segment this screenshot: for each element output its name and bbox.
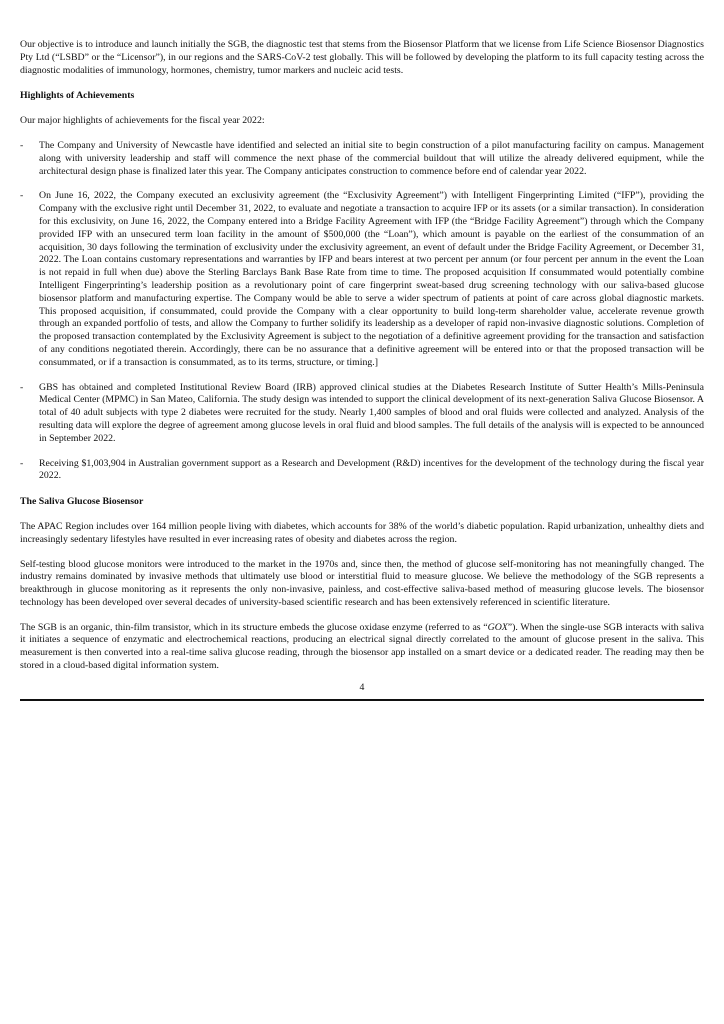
highlight-text: GBS has obtained and completed Institutional Review Board (IRB) approved clinical studies at the Diabetes Research Institute of Sutter Health’s Mills-Peninsula Medical Center (MPMC) in San Mateo, California. The study design was intended to support the clinical development of its next-generation Saliva Glucose Biosensor. A total of 40 adult subjects with type 2 diabetes were recruited for the study. Nearly 1,400 samples of blood and oral fluids were collected and analyzed. Analysis of the resulting data will explore the degree of agreement among glucose levels in oral fluid and blood samples. The full details of the analysis will is expected to be announced in September 2022. [39, 381, 704, 444]
biosensor-heading: The Saliva Glucose Biosensor [20, 496, 144, 508]
highlight-text: The Company and University of Newcastle have identified and selected an initial site to begin construction of a pilot manufacturing facility on campus. Management along with university leadership and staff will commence the next phase of the commercial buildout that will utilize the already delivered equipment, while the architectural design phase is finalized later this year. The Company anticipates construction to commence before end of calendar year 2022. [39, 139, 704, 177]
highlights-heading: Highlights of Achievements [20, 90, 135, 102]
biosensor-paragraph-sgb [20, 622, 704, 673]
gox-term: GOX [487, 621, 508, 633]
highlight-text: Receiving $1,003,904 in Australian government support as a Research and Development (R&D) incentives for the development of the technology during the fiscal year 2022. [39, 457, 704, 482]
highlight-item [20, 190, 704, 369]
bullet-dash: - [20, 381, 24, 393]
sgb-text-before: The SGB is an organic, thin-film transistor, which in its structure embeds the glucose oxidase enzyme (referred to as “ [20, 621, 488, 633]
document-page [20, 39, 704, 701]
highlight-text: On June 16, 2022, the Company executed an exclusivity agreement (the “Exclusivity Agreement”) with Intelligent Fingerprinting Limited (“IFP”), providing the Company with the exclusive right until December 31, 2022, to evaluate and negotiate a transaction to acquire IFP or its assets (or a similar transaction). In consideration for this exclusivity, on June 16, 2022, the Company entered into a Bridge Facility Agreement with IFP (the “Bridge Facility Agreement”) through which the Company provided IFP with an unsecured term loan facility in the amount of $500,000 (the “Loan”), which amount is payable on the earliest of the consummation of an acquisition, 30 days following the termination of exclusivity under the exclusivity agreement, an event of default under the Bridge Facility Agreement, or December 31, 2022. The Loan contains customary representations and warranties by IFP and bears interest at two percent per annum (or four percent per annum in the event the Loan is not repaid in full when due) above the Sterling Barclays Bank Base Rate from time to time. The proposed acquisition If consummated would potentially combine Intelligent Fingerprinting’s leadership position as a revolutionary point of care fingerprint sweat-based drug screening technology with our saliva-based glucose biosensor platform and manufacturing expertise. The Company would be able to serve a wider spectrum of patients at point of care across global diagnostic markets. This proposed acquisition, if consummated, could provide the Company with a clear opportunity to build long-term shareholder value, accelerate revenue growth through an expanded portfolio of tests, and allow the Company to further solidify its leadership as a developer of rapid non-invasive diagnostic solutions. Completion of the proposed transaction contemplated by the Exclusivity Agreement is subject to the negotiation of a definitive agreement providing for the transaction and satisfaction of any conditions negotiated therein. Accordingly, there can be no assurance that a definitive agreement will be entered into or that the proposed transaction will be consummated, or if a transaction is consummated, as to its terms, structure, or timing.] [39, 190, 704, 368]
bullet-dash: - [20, 457, 24, 469]
footer-rule [20, 699, 704, 701]
highlight-item [20, 140, 704, 178]
intro-paragraph: Our objective is to introduce and launch initially the SGB, the diagnostic test that stems from the Biosensor Platform that we license from Life Science Biosensor Diagnostics Pty Ltd (“LSBD” or the “Licensor”), in our regions and the SARS-CoV-2 test globally. This will be followed by developing the platform to its full capacity testing across the diagnostic modalities of immunology, hormones, chemistry, tumor markers and nucleic acid tests. [20, 39, 704, 76]
highlights-lead: Our major highlights of achievements for the fiscal year 2022: [20, 115, 265, 127]
bullet-dash: - [20, 139, 24, 151]
highlight-item [20, 382, 704, 446]
page-number: 4 [359, 681, 365, 693]
sgb-text-after: ”). When the single-use SGB interacts with saliva it initiates a sequence of enzymatic and electrochemical reactions, producing an electrical signal directly correlated to the amount of glucose present in the saliva. This measurement is then converted into a real-time saliva glucose reading, through the biosensor app installed on a smart device or a dedicated reader. The reading may then be stored in a cloud-based digital information system. [20, 621, 705, 672]
biosensor-paragraph: Self-testing blood glucose monitors were introduced to the market in the 1970s and, since then, the method of glucose self-monitoring has not meaningfully changed. The industry remains dominated by invasive methods that ultimately use blood or interstitial fluid to measure glucose. We believe the methodology of the SGB represents a breakthrough in glucose monitoring as it represents the only non-invasive, painless, and cost-effective saliva-based method of measuring glucose levels. The biosensor technology has been developed over several decades of university-based scientific research and has been extensively referenced in scientific literature. [20, 558, 704, 608]
highlight-item [20, 458, 704, 484]
biosensor-paragraph: The APAC Region includes over 164 million people living with diabetes, which accounts for 38% of the world’s diabetic population. Rapid urbanization, unhealthy diets and increasingly sedentary lifestyles have resulted in ever increasing rates of obesity and diabetes across the region. [20, 520, 704, 545]
bullet-dash: - [20, 190, 24, 202]
